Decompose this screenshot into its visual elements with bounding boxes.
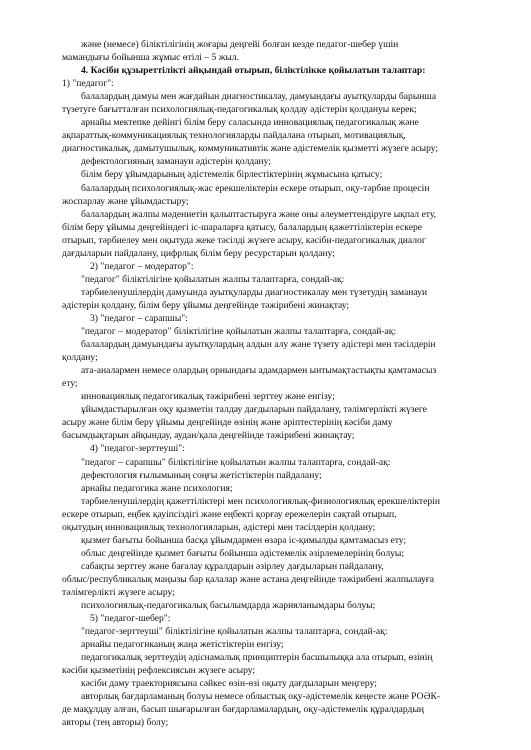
text-line: отырып, тәрбиелеу мен оқытуда жеке тәсілді жүзеге асыру, кәсіби-педагогикалық диалог: [62, 234, 426, 246]
text-line: дефектология ғылымының соңғы жетістіктерін пайдалану;: [81, 469, 322, 481]
text-line: 3) "педагог – сарапшы":: [90, 312, 188, 324]
text-line: де мақұлдау алған, басып шығарылған бағдарламалардың, оқу-әдістемелік құралдардың: [62, 704, 425, 716]
text-line: диагностикалық, дамытушылық, коммуникативтік және әдістемелік қызметті жүзеге асыру;: [62, 143, 439, 155]
text-line: дағдыларын пайдалану, цифрлық білім беру ресурстарын қолдану;: [62, 247, 335, 259]
text-line: балалардың жалпы мәдениетін қалыптастыруға және оны әлеуметтендіруге ықпал ету,: [81, 208, 437, 220]
text-line: "педагог – сарапшы" біліктілігіне қойылатын жалпы талаптарға, сондай-ақ:: [81, 456, 391, 468]
text-line: басымдықтарын айқындау, аудан/қала деңгейінде тәжірибені жинақтау;: [62, 430, 355, 442]
text-line: ескере отырып, еңбек қауіпсіздігі және еңбекті қорғау ережелерін сақтай отырып,: [62, 508, 397, 520]
text-line: әдістерін қолдану, білім беру ұйымы деңгейінде тәжірибені жинақтау;: [62, 299, 350, 311]
text-line: дефектологияның заманауи әдістерін қолдану;: [81, 156, 271, 168]
text-line: арнайы педагогиканың жаңа жетістіктерін енгізу;: [81, 639, 284, 651]
text-line: облыс деңгейінде қызмет бағыты бойынша әдістемелік әзірлемелерінің болуы;: [81, 547, 405, 559]
text-line: "педагог-зерттеуші" біліктілігіне қойылатын жалпы талаптарға, сондай-ақ:: [81, 626, 388, 638]
text-line: балалардың дамуы мен жағдайын диагностикалау, дамуындағы ауытқуларды барынша: [81, 91, 437, 103]
text-line: арнайы мектепке дейінгі білім беру саласында инновациялық педагогикалық және: [81, 117, 419, 129]
text-line: асыру және білім беру ұйымы деңгейінде өзінің және әріптестерінің кәсіби даму: [62, 417, 393, 429]
text-line: жоспарлау және ұйымдастыру;: [62, 195, 189, 207]
text-line: түзетуге бағытталған психологиялық-педагогикалық қолдау әдістерін қолдануы керек;: [62, 104, 417, 116]
text-line: қолдану;: [62, 352, 98, 364]
text-line: ақпараттық-коммуникациялық технологияларды пайдалана отырып, мотивациялық,: [62, 130, 406, 142]
text-line: қызмет бағыты бойынша басқа ұйымдармен өзара іс-қимылды қамтамасыз ету;: [81, 534, 407, 546]
text-line: кәсіби даму траекториясына сәйкес өзін-өзі оқыту дағдыларын меңгеру;: [81, 678, 377, 690]
text-line: оқытудың инновациялық технологияларын, әдістері мен тәсілдерін қолдану;: [62, 521, 376, 533]
text-line: сабақты зерттеу және бағалау құралдарын әзірлеу дағдыларын пайдалану,: [81, 560, 384, 572]
text-line: ету;: [62, 378, 78, 390]
text-line: балалардың психологиялық-жас ерекшеліктерін ескере отырып, оқу-тәрбие процесін: [81, 182, 430, 194]
text-line: 5) "педагог-шебер":: [90, 613, 171, 625]
text-line: облыс/республикалық маңызы бар қалалар және астана деңгейінде тәжірибені жалпылауға: [62, 573, 434, 585]
text-line: және (немесе) біліктілігінің жоғары деңгейі болған кезде педагог-шебер үшін: [81, 39, 399, 50]
text-line: ата-аналармен немесе олардың орнындағы адамдармен ынтымақтастықты қамтамасыз: [81, 365, 437, 377]
text-line: психологиялық-педагогикалық басылымдарда жарияланымдары болуы;: [81, 600, 376, 612]
text-line: тәрбиеленушілердің дамуында ауытқуларды диагностикалау мен түзетудің заманауи: [81, 286, 428, 298]
text-line: мамандығы бойынша жұмыс өтілі – 5 жыл.: [62, 52, 239, 64]
text-line: инновациялық педагогикалық тәжірибені зерттеу және енгізу;: [81, 391, 335, 403]
text-line: 1) "педагог":: [62, 78, 114, 90]
text-line: ұйымдастырылған оқу қызметін талдау дағдыларын пайдалану, тәлімгерлікті жүзеге: [81, 404, 427, 416]
text-line: арнайы педагогика және психология;: [81, 482, 233, 494]
text-line: білім беру ұйымдарының әдістемелік бірлестіктерінің жұмысына қатысу;: [81, 169, 383, 181]
text-line: тәлімгерлікті жүзеге асыру;: [62, 586, 175, 598]
text-line: "педагог – модератор" біліктілігіне қойылатын жалпы талаптарға, сондай-ақ:: [81, 326, 397, 338]
text-line: 4. Кәсіби құзыреттілікті айқындай отырып, біліктілікке қойылатын талаптар:: [81, 65, 426, 77]
text-line: 4) "педагог-зерттеуші":: [90, 443, 185, 455]
text-line: авторы (тең авторы) болу;: [62, 717, 169, 729]
text-line: тәрбиеленушілердің қажеттіліктері мен психологиялық-физиологиялық ерекшеліктерін: [81, 495, 440, 507]
text-line: балалардың дамуындағы ауытқулардың алдын алу және түзету әдістері мен тәсілдерін: [81, 339, 436, 351]
text-line: "педагог" біліктілігіне қойылатын жалпы талаптарға, сондай-ақ:: [81, 273, 345, 285]
text-line: педагогикалық зерттеудің әдіснамалық принциптерін басшылыққа ала отырып, өзінің: [81, 652, 433, 664]
text-line: кәсіби қызметінің рефлексиясын жүзеге асыру;: [62, 665, 256, 677]
text-line: білім беру ұйымы деңгейіндегі іс-шараларға қатысу, балалардың қажеттіліктерін ескере: [62, 221, 423, 233]
text-line: 2) "педагог – модератор":: [90, 260, 194, 272]
text-line: авторлық бағдарламаның болуы немесе облыстық оқу-әдістемелік кеңесте және РОӘК-: [81, 691, 441, 703]
